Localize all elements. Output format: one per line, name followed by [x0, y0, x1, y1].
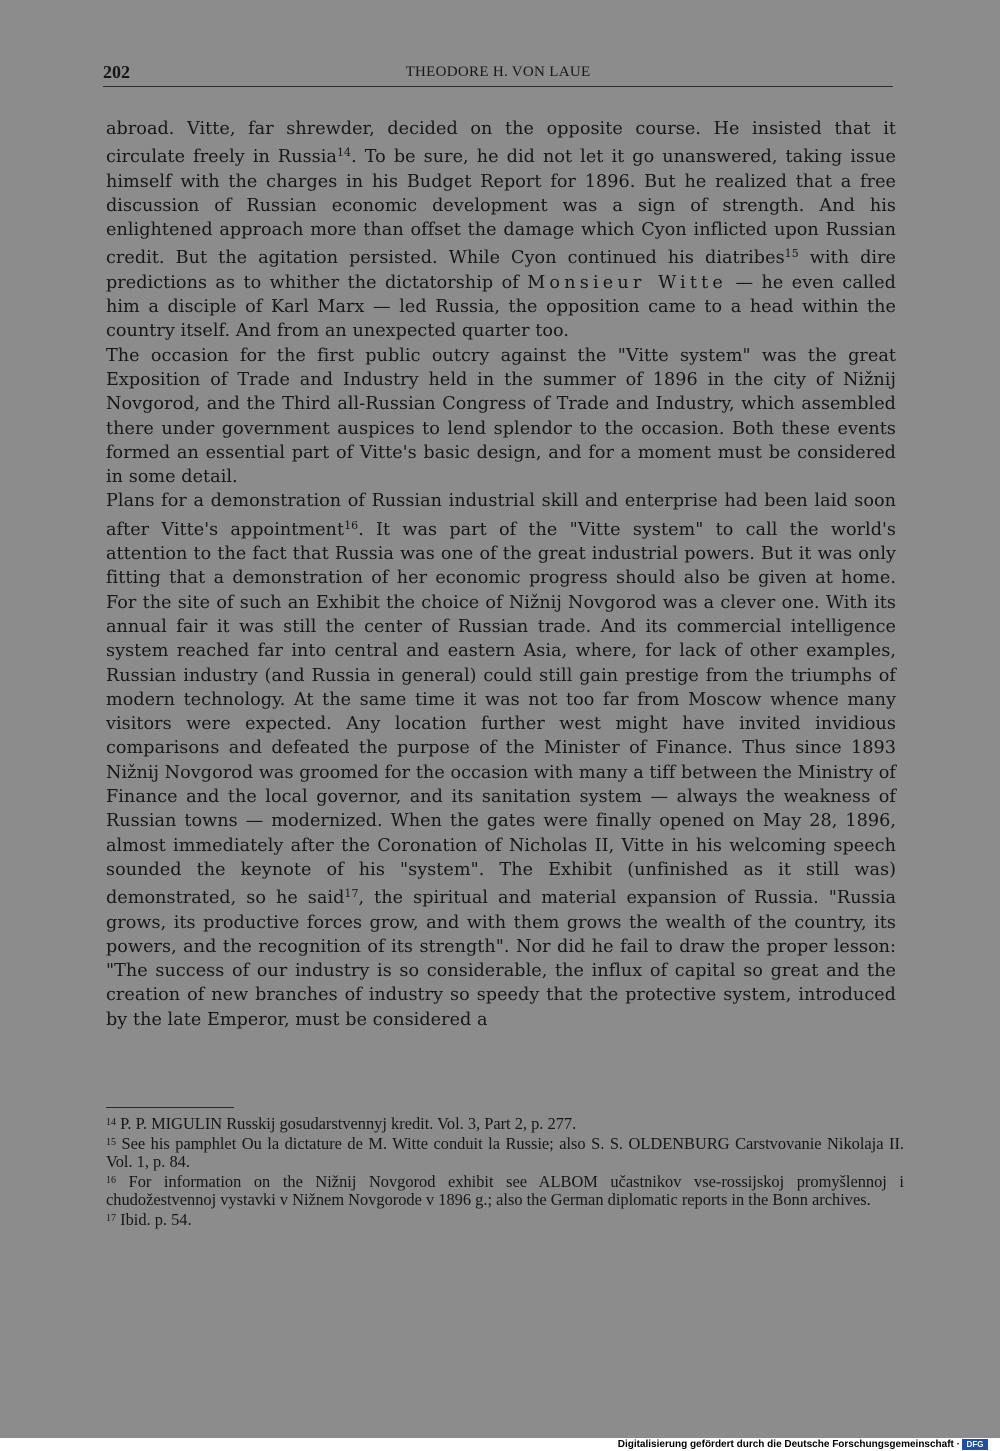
- credit-text: Digitalisierung gefördert durch die Deutsche Forschungsgemeinschaft ·: [617, 1439, 960, 1450]
- paragraph-text: , the spiritual and material expansion of Russia. "Russia grows, its productive forces grow, and with them grows the wealth of the country, its powers, and the recognition of its strength". Nor did he fail to draw the proper lesson: "The success of our industry is so considerable, the influx of capital so great and the creation of new branches of industry so speedy that the protective system, introduced by the late Emperor, must be considered a: [106, 888, 896, 1030]
- paragraph-text: . To be sure, he did not let it go unanswered, taking issue himself with the charges in his Budget Report for 1896. But he realized that a free discussion of Russian economic development was a sign of strength. And his enlightened approach more than offset the damage which Cyon inflicted upon Russian credit. But the agitation persisted. While Cyon continued his diatribes: [106, 147, 896, 269]
- page-header: [103, 60, 893, 87]
- footnote-15: [106, 1134, 904, 1170]
- footnote-number: 15: [106, 1137, 116, 1149]
- paragraph-text: Plans for a demonstration of Russian industrial skill and enterprise had been laid soon after Vitte's appointment: [106, 491, 896, 540]
- footnote-ref: 17: [344, 887, 359, 901]
- dfg-logo-icon: DFG: [962, 1439, 988, 1450]
- digitization-credit-bar: [0, 1438, 1000, 1451]
- footnote-text: Ibid. p. 54.: [120, 1210, 192, 1230]
- footnote-14: [106, 1114, 904, 1132]
- paragraph-2: The occasion for the first public outcry against the "Vitte system" was the great Exposition of Trade and Industry held in the summer of 1896 in the city of Nižnij Novgorod, and the Third all-Russian Congress of Trade and Industry, which assembled there under government auspices to lend splendor to the occasion. Both these events formed an essential part of Vitte's basic design, and for a moment must be considered in some detail.: [106, 345, 896, 488]
- footnote-ref: 16: [344, 518, 359, 532]
- footnotes: [106, 1114, 904, 1230]
- running-head: THEODORE H. VON LAUE: [405, 64, 591, 80]
- paragraph-text: with dire predictions as to whither the dictatorship of: [106, 248, 897, 293]
- footnote-17: [106, 1210, 904, 1228]
- footnote-16: [106, 1172, 904, 1208]
- paragraph-text: . It was part of the "Vitte system" to call the world's attention to the fact that Russia was one of the great industrial powers. But it was only fitting that a demonstration of her economic progress should also be given at home. For the site of such an Exhibit the choice of Nižnij Novgorod was a clever one. With its annual fair it was still the center of Russian trade. And its commercial intelligence system reached far into central and eastern Asia, where, for lack of other examples, Russian industry (and Russia in general) could still gain prestige from the triumphs of modern technology. At the same time it was not too far from Moscow whence many visitors were expected. Any location further west might have invited invidious comparisons and defeated the purpose of the Minister of Finance. Thus since 1893 Nižnij Novgorod was groomed for the occasion with many a tiff between the Ministry of Finance and the local governor, and its sanitation system — always the weakness of Russian towns — modernized. When the gates were finally opened on May 28, 1896, almost immediately after the Coronation of Nicholas II, Vitte in his welcoming speech sounded the keynote of his "system". The Exhibit (unfinished as it still was) demonstrated, so he said: [106, 519, 897, 909]
- footnote-divider: [106, 1107, 234, 1108]
- footnote-text: See his pamphlet Ou la dictature de M. Witte conduit la Russie; also S. S. OLDENBURG Carstvovanie Nikolaja II. Vol. 1, p. 84.: [106, 1134, 904, 1171]
- paragraph-text: abroad. Vitte, far shrewder, decided on the opposite course. He insisted that it circulate freely in Russia: [106, 119, 896, 168]
- paragraph-1: [106, 117, 896, 344]
- paragraph-text: — he even called him a disciple of Karl Marx — led Russia, the opposition came to a head within the country itself. And from an unexpected quarter too.: [106, 272, 896, 342]
- footnote-number: 17: [106, 1213, 116, 1225]
- page-number: 202: [103, 62, 130, 82]
- footnote-number: 16: [106, 1175, 116, 1187]
- footnote-text: P. P. MIGULIN Russkij gosudarstvennyj kredit. Vol. 3, Part 2, p. 277.: [120, 1114, 577, 1133]
- spaced-name: Monsieur Witte: [527, 272, 728, 293]
- footnote-text: For information on the Nižnij Novgorod exhibit see ALBOM učastnikov vse-rossijskoj promyšlennoj i chudožestvennoj vystavki v Nižnem Novgorode v 1896 g.; also the German diplomatic reports in the Bonn archives.: [106, 1172, 904, 1209]
- footnote-ref: 14: [336, 146, 352, 160]
- body-text: [106, 117, 896, 1032]
- paragraph-3: [106, 489, 896, 1032]
- footnote-ref: 15: [784, 247, 799, 261]
- footnote-number: 14: [106, 1117, 116, 1128]
